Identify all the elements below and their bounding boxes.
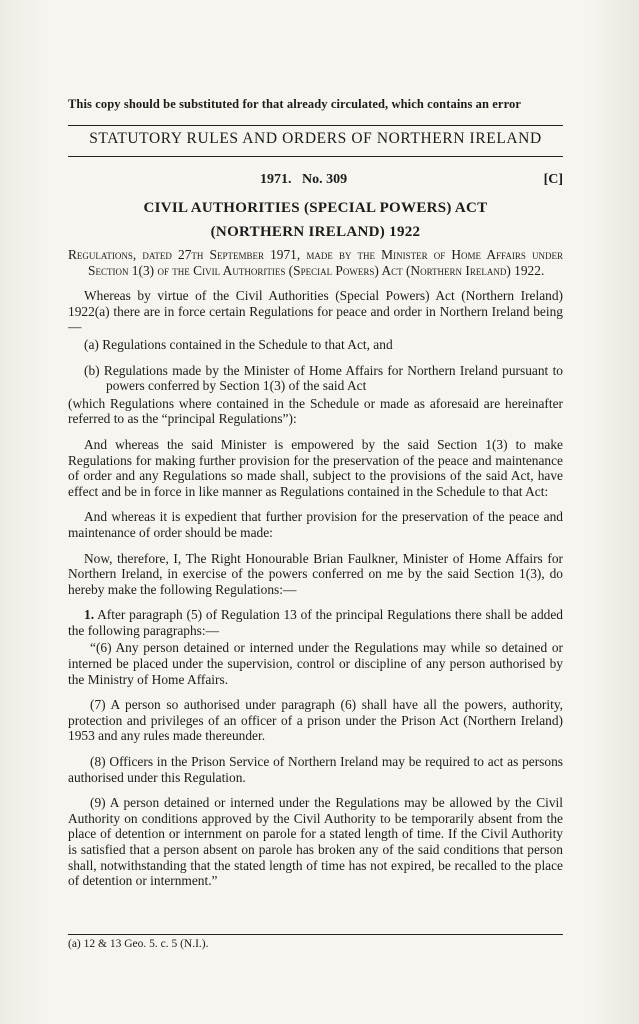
footnote-rule	[68, 934, 563, 935]
subparagraph-7: (7) A person so authorised under paragraph (6) shall have all the powers, authority, protection and privileges of an officer of a prison under the Prison Act (Northern Ireland) 1953 and any rules made thereunder.	[68, 697, 563, 744]
clause-a: (a) Regulations contained in the Schedule to that Act, and	[84, 336, 393, 352]
paragraph-1	[68, 607, 563, 638]
substitution-notice: This copy should be substituted for that already circulated, which contains an error	[68, 97, 521, 111]
document-body	[68, 247, 563, 899]
series-title: STATUTORY RULES AND ORDERS OF NORTHERN IRELAND	[89, 130, 542, 147]
and-whereas-2: And whereas it is expedient that further provision for the preservation of the peace and maintenance of order should be made:	[68, 509, 563, 540]
and-whereas-1: And whereas the said Minister is empowered by the said Section 1(3) to make Regulations for making further provision for the preservation of the peace and maintenance of order and any Regulations so made shall, subject to the provisions of the said Act, have effect and be in force in like manner as Regulations contained in the Schedule to that Act:	[68, 436, 563, 499]
act-title-line-2: (NORTHERN IRELAND) 1922	[210, 224, 421, 240]
act-title-line-1: CIVIL AUTHORITIES (SPECIAL POWERS) ACT	[143, 200, 488, 216]
order-year: 1971.	[260, 172, 292, 187]
whereas-intro: Whereas by virtue of the Civil Authorities (Special Powers) Act (Northern Ireland) 1922(a) there are in force certain Regulations for peace and order in Northern Ireland being—	[68, 288, 563, 335]
paragraph-1-text: After paragraph (5) of Regulation 13 of the principal Regulations there shall be added the following paragraphs:—	[68, 607, 564, 638]
subparagraph-6: “(6) Any person detained or interned under the Regulations may while so detained or interned be placed under the supervision, control or discipline of any person authorised by the Ministry of Home Affairs.	[68, 640, 563, 687]
series-rule	[68, 156, 563, 157]
now-therefore: Now, therefore, I, The Right Honourable Brian Faulkner, Minister of Home Affairs for Northern Ireland, in exercise of the powers conferred on me by the said Section 1(3), do hereby make the following Regulations:—	[68, 550, 563, 597]
order-number: No. 309	[302, 172, 348, 187]
paragraph-1-number: 1.	[84, 607, 95, 623]
subparagraph-8: (8) Officers in the Prison Service of Northern Ireland may be required to act as persons authorised under this Regulation.	[68, 754, 563, 785]
footnote: (a) 12 & 13 Geo. 5. c. 5 (N.I.).	[68, 938, 209, 950]
regulations-heading: Regulations, dated 27th September 1971, made by the Minister of Home Affairs under Section 1(3) of the Civil Authorities (Special Powers) Act (Northern Ireland) 1922.	[68, 247, 563, 278]
top-rule	[68, 125, 563, 126]
order-code: [C]	[543, 172, 563, 187]
clause-b: (b) Regulations made by the Minister of Home Affairs for Northern Ireland pursuant to powers conferred by Section 1(3) of the said Act	[84, 362, 563, 394]
subparagraph-9: (9) A person detained or interned under the Regulations may be allowed by the Civil Authority on conditions approved by the Civil Authority to be temporarily absent from the place of detention or internment on parole for a stated length of time. If the Civil Authority is satisfied that a person absent on parole has broken any of the said conditions that person shall, notwithstanding that the stated length of time has not expired, be recalled to the place of detention or internment.”	[68, 795, 563, 889]
act-title	[68, 196, 563, 244]
order-year-number	[260, 172, 347, 188]
which-clause: (which Regulations where contained in the Schedule or made as aforesaid are hereinafter referred to as the “principal Regulations”):	[68, 395, 563, 427]
